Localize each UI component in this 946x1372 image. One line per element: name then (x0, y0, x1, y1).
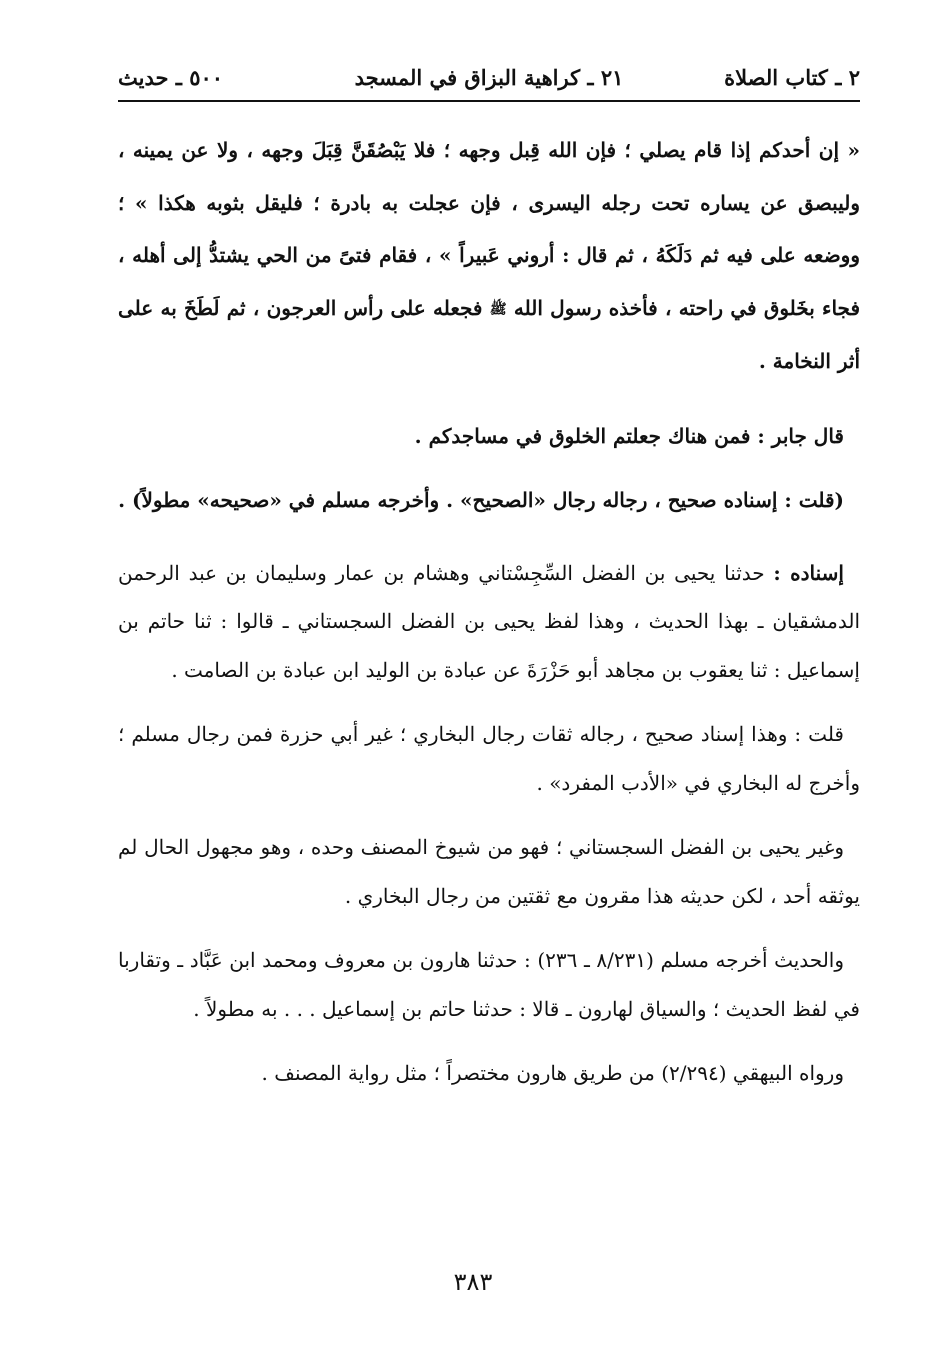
hadith-text: « إن أحدكم إذا قام يصلي ؛ فإن الله قِبل وجهه ؛ فلا يَبْصُقَنَّ قِبَلَ وجهه ، ولا عن يمينه ، وليبصق عن يساره تحت رجله اليسرى ، فإن عجلت به بادرة ؛ فليقل بثوبه هكذا » ؛ ووضعه على فيه ثم دَلَكَهُ ، ثم قال : أروني عَبيراً » ، فقام فتىً من الحي يشتدُّ إلى أهله ، فجاء بخَلوق في راحته ، فأخذه رسول الله (118, 138, 861, 320)
hadith-number: ٥٠٠ ـ حديث (118, 65, 224, 90)
isnad-label: إسناده : (773, 560, 844, 585)
note-text: (قلت : إسناده صحيح ، رجاله رجال «الصحيح» . وأخرجه مسلم في «صحيحه» مطولاً) . (118, 488, 844, 513)
section-title: ٢١ ـ كراهية البزاق في المسجد (354, 65, 624, 90)
commentary-text: والحديث أخرجه مسلم (٨/٢٣١ ـ ٢٣٦) : حدثنا هارون بن معروف ومحمد ابن عَبَّاد ـ وتقاربا في لفظ الحديث ؛ والسياق لهارون ـ قالا : حدثنا حاتم بن إسماعيل . . . به مطولاً . (118, 948, 860, 1021)
commentary-text: قلت : وهذا إسناد صحيح ، رجاله ثقات رجال البخاري ؛ غير أبي حزرة فمن رجال مسلم ؛ وأخرج له البخاري في «الأدب المفرد» . (118, 722, 860, 795)
jabir-statement (118, 410, 860, 463)
page-number: ٣٨٣ (453, 1268, 493, 1296)
commentary-paragraph (118, 823, 860, 920)
main-text (118, 124, 860, 1098)
commentary-paragraph (118, 936, 860, 1033)
isnad-paragraph (118, 549, 860, 695)
commentary-text: ورواه البيهقي (٢/٢٩٤) من طريق هارون مختصراً ؛ مثل رواية المصنف . (261, 1061, 844, 1086)
commentary-paragraph (118, 710, 860, 807)
commentary-paragraph (118, 1049, 860, 1098)
hadith-paragraph (118, 124, 860, 388)
header-divider (118, 100, 860, 102)
hadith-text-end: فجعله على رأس العرجون ، ثم لَطَخَ به على أثر النخامة . (118, 295, 860, 374)
commentary-text: وغير يحيى بن الفضل السجستاني ؛ فهو من شيوخ المصنف وحده ، وهو مجهول الحال لم يوثقه أحد ، لكن حديثه هذا مقرون مع ثقتين من رجال البخاري . (118, 835, 860, 908)
chapter-title: ٢ ـ كتاب الصلاة (724, 65, 860, 90)
isnad-text: حدثنا يحيى بن الفضل السِّجِسْتاني وهشام بن عمار وسليمان بن عبد الرحمن الدمشقيان ـ بهذا الحديث ، وهذا لفظ يحيى بن الفضل السجستاني ـ قالوا : ثنا حاتم بن إسماعيل : ثنا يعقوب بن مجاهد أبو حَزْرَةَ عن عبادة بن الوليد ابن عبادة بن الصامت . (118, 560, 860, 682)
authenticity-note (118, 474, 860, 527)
salla-symbol: ﷺ (489, 300, 507, 317)
jabir-text: قال جابر : فمن هناك جعلتم الخلوق في مساجدكم . (414, 423, 844, 448)
running-header (118, 58, 860, 102)
